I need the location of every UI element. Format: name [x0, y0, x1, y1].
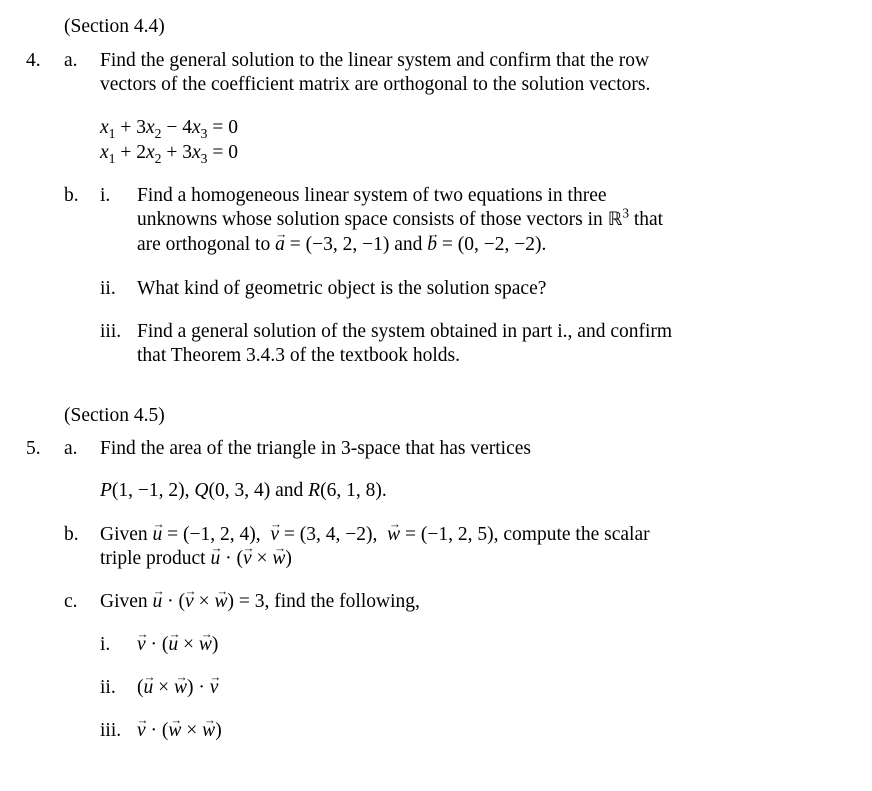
problem-text: vectors of the coefficient matrix are orthogonal to the solution vectors.	[100, 74, 651, 95]
subpart-label: i.	[100, 634, 111, 655]
problem-text: that Theorem 3.4.3 of the textbook holds.	[137, 345, 460, 366]
problem-text: Given → u = (−1, 2, 4), → v = (3, 4, −2), → w = (−1, 2, 5), compute the scalar	[100, 525, 650, 545]
equation: $x_1 + 3x_2 - 4x_3 = 0$	[100, 117, 238, 141]
problem-text: triple product → u · (→ v × → w)	[100, 549, 292, 569]
expression: → v · (→ u × → w)	[137, 635, 218, 655]
part-label: b.	[64, 524, 79, 545]
part-label: a.	[64, 50, 78, 71]
problem-number: 4.	[26, 50, 41, 71]
part-label: b.	[64, 185, 79, 206]
problem-text: Find a homogeneous linear system of two equations in three	[137, 185, 607, 206]
subpart-label: iii.	[100, 720, 122, 741]
problem-text: Find the area of the triangle in 3-space that has vertices	[100, 438, 531, 459]
problem-number: 5.	[26, 438, 41, 459]
section-header: (Section 4.5)	[64, 405, 165, 426]
subpart-label: iii.	[100, 321, 122, 342]
equation: $x_1 + 2x_2 + 3x_3 = 0$	[100, 142, 238, 166]
problem-text: Find the general solution to the linear system and confirm that the row	[100, 50, 650, 71]
subpart-label: ii.	[100, 677, 116, 698]
problem-text: are orthogonal to → a = (−3, 2, −1) and → b = (0, −2, −2).	[137, 235, 546, 255]
problem-text: Given → u · (→ v × → w) = 3, find the following,	[100, 592, 420, 612]
problem-text: Find a general solution of the system obtained in part i., and confirm	[137, 321, 673, 342]
section-header: (Section 4.4)	[64, 16, 165, 37]
problem-text: unknowns whose solution space consists of those vectors in ℝ$^3$ that	[137, 205, 664, 230]
subpart-label: ii.	[100, 278, 116, 299]
subpart-label: i.	[100, 185, 111, 206]
problem-text: P(1, −1, 2), Q(0, 3, 4) and R(6, 1, 8).	[100, 480, 387, 501]
expression: (→ u × → w) · → v	[137, 678, 218, 698]
part-label: a.	[64, 438, 78, 459]
expression: → v · (→ w × → w)	[137, 721, 222, 741]
problem-text: What kind of geometric object is the solution space?	[137, 278, 547, 299]
part-label: c.	[64, 591, 78, 612]
